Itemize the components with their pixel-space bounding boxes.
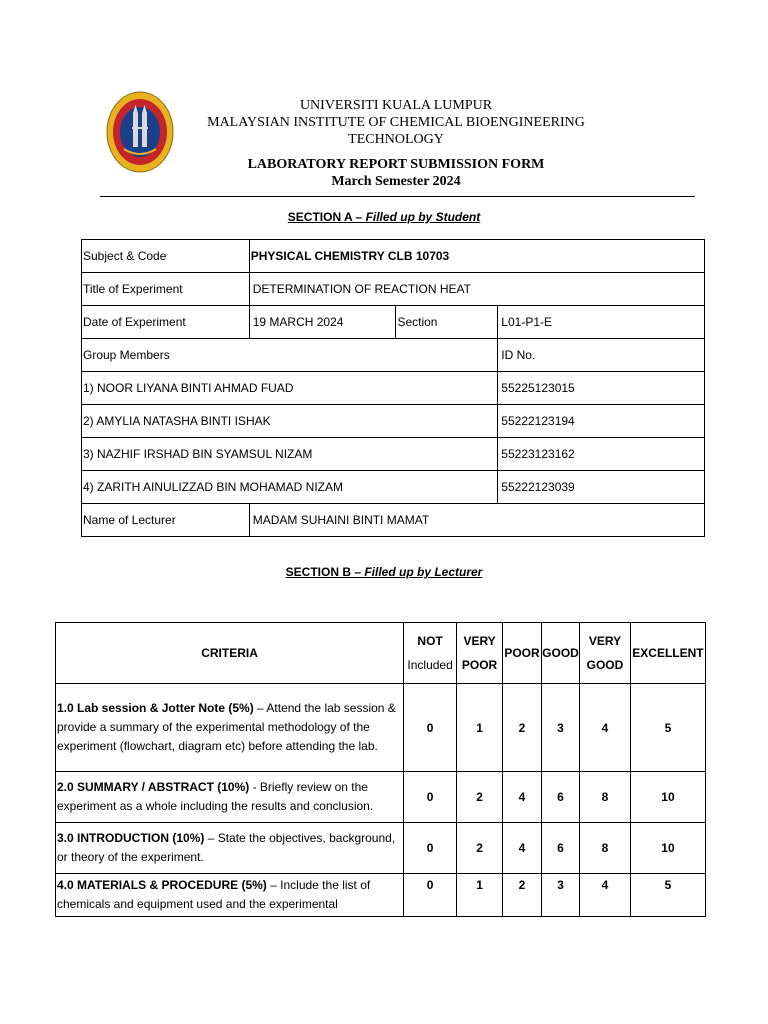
member-name: 2) AMYLIA NATASHA BINTI ISHAK xyxy=(82,405,498,438)
form-title: LABORATORY REPORT SUBMISSION FORM xyxy=(247,157,545,172)
form-header xyxy=(186,156,606,190)
title-label: Title of Experiment xyxy=(82,273,250,306)
member-id: 55222123039 xyxy=(498,471,705,504)
table-row xyxy=(82,372,705,405)
member-name: 3) NAZHIF IRSHAD BIN SYAMSUL NIZAM xyxy=(82,438,498,471)
lecturer-value: MADAM SUHAINI BINTI MAMAT xyxy=(249,504,704,537)
date-label: Date of Experiment xyxy=(82,306,250,339)
section-a-title-prefix: SECTION A – xyxy=(287,210,366,224)
criteria-title: 3.0 INTRODUCTION (10%) xyxy=(57,831,205,845)
section-value: L01-P1-E xyxy=(498,306,705,339)
table-header-row xyxy=(56,623,706,684)
table-row xyxy=(82,306,705,339)
criteria-title: 4.0 MATERIALS & PROCEDURE (5%) xyxy=(57,878,267,892)
university-logo xyxy=(106,91,174,173)
score-cell: 2 xyxy=(503,874,542,917)
table-row xyxy=(82,471,705,504)
score-cell: 0 xyxy=(404,874,457,917)
rubric-table xyxy=(55,622,706,917)
table-row xyxy=(82,438,705,471)
score-cell: 1 xyxy=(457,684,503,772)
table-row xyxy=(56,772,706,823)
student-info-table xyxy=(81,239,705,537)
score-cell: 10 xyxy=(630,823,705,874)
score-cell: 6 xyxy=(542,772,580,823)
score-cell: 4 xyxy=(503,823,542,874)
group-members-label: Group Members xyxy=(82,339,498,372)
table-row xyxy=(82,240,705,273)
lecturer-label: Name of Lecturer xyxy=(82,504,250,537)
institute-name-cont: TECHNOLOGY xyxy=(348,132,444,147)
score-cell: 4 xyxy=(580,874,631,917)
score-cell: 2 xyxy=(457,823,503,874)
score-cell: 8 xyxy=(580,772,631,823)
member-name: 4) ZARITH AINULIZZAD BIN MOHAMAD NIZAM xyxy=(82,471,498,504)
criteria-description: – State the objectives, background, or theory of the experiment. xyxy=(57,831,396,864)
header-divider xyxy=(100,196,695,197)
member-id: 55222123194 xyxy=(498,405,705,438)
score-cell: 10 xyxy=(630,772,705,823)
criteria-description: - Briefly review on the experiment as a whole including the results and conclusion. xyxy=(57,780,374,813)
not-included-header-line2: Included xyxy=(407,658,453,672)
score-cell: 0 xyxy=(404,684,457,772)
score-cell: 5 xyxy=(630,874,705,917)
section-b-title-prefix: SECTION B – xyxy=(285,565,365,579)
section-a-title xyxy=(0,210,768,224)
very-poor-header-line2: POOR xyxy=(461,658,498,672)
very-good-header-line2: GOOD xyxy=(586,658,624,672)
institute-name: MALAYSIAN INSTITUTE OF CHEMICAL BIOENGINEERING xyxy=(207,115,585,130)
criteria-cell xyxy=(56,874,404,917)
criteria-header: CRITERIA xyxy=(56,623,404,684)
member-id: 55225123015 xyxy=(498,372,705,405)
very-poor-header-line1: VERY xyxy=(463,634,496,648)
section-b-title-italic: Filled up by Lecturer xyxy=(364,565,483,579)
criteria-cell xyxy=(56,823,404,874)
criteria-description: – Attend the lab session & provide a summary of the experimental methodology of the experiment (flowchart, diagram etc) before attending the lab. xyxy=(57,701,396,753)
semester: March Semester 2024 xyxy=(331,174,461,189)
criteria-title: 2.0 SUMMARY / ABSTRACT (10%) xyxy=(57,780,250,794)
criteria-cell xyxy=(56,684,404,772)
subject-label: Subject & Code xyxy=(82,240,250,273)
criteria-title: 1.0 Lab session & Jotter Note (5%) xyxy=(57,701,254,715)
section-a-title-italic: Filled up by Student xyxy=(365,210,481,224)
poor-header: POOR xyxy=(503,623,542,684)
university-name: UNIVERSITI KUALA LUMPUR xyxy=(299,98,493,113)
score-cell: 3 xyxy=(542,684,580,772)
table-row xyxy=(82,273,705,306)
table-row xyxy=(56,874,706,917)
title-value: DETERMINATION OF REACTION HEAT xyxy=(249,273,704,306)
table-row xyxy=(56,684,706,772)
score-cell: 3 xyxy=(542,874,580,917)
score-cell: 1 xyxy=(457,874,503,917)
criteria-cell xyxy=(56,772,404,823)
score-cell: 4 xyxy=(580,684,631,772)
table-row xyxy=(82,504,705,537)
excellent-header: EXCELLENT xyxy=(630,623,705,684)
score-cell: 4 xyxy=(503,772,542,823)
institution-header xyxy=(186,97,606,148)
criteria-description: – Include the list of chemicals and equipment used and the experimental xyxy=(57,878,371,911)
score-cell: 6 xyxy=(542,823,580,874)
table-row xyxy=(82,405,705,438)
section-label: Section xyxy=(396,306,498,339)
subject-value: PHYSICAL CHEMISTRY CLB 10703 xyxy=(249,240,704,273)
score-cell: 5 xyxy=(630,684,705,772)
table-row xyxy=(56,823,706,874)
not-included-header xyxy=(404,623,457,684)
not-included-header-line1: NOT xyxy=(417,634,443,648)
very-good-header-line1: VERY xyxy=(588,634,622,648)
section-b-title xyxy=(0,565,768,579)
score-cell: 8 xyxy=(580,823,631,874)
score-cell: 2 xyxy=(503,684,542,772)
id-label: ID No. xyxy=(498,339,705,372)
score-cell: 2 xyxy=(457,772,503,823)
very-poor-header xyxy=(457,623,503,684)
very-good-header xyxy=(580,623,631,684)
score-cell: 0 xyxy=(404,772,457,823)
date-value: 19 MARCH 2024 xyxy=(249,306,396,339)
member-name: 1) NOOR LIYANA BINTI AHMAD FUAD xyxy=(82,372,498,405)
good-header: GOOD xyxy=(542,623,580,684)
table-row xyxy=(82,339,705,372)
member-id: 55223123162 xyxy=(498,438,705,471)
score-cell: 0 xyxy=(404,823,457,874)
